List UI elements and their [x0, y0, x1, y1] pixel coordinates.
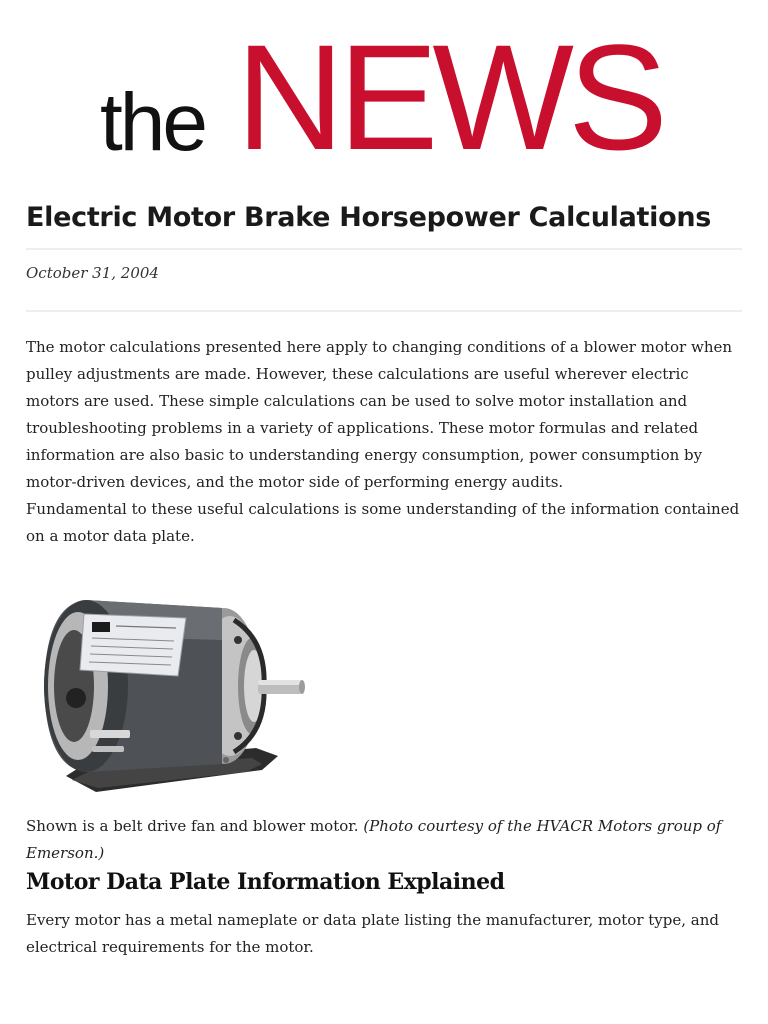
date-divider [26, 310, 742, 312]
title-divider [26, 248, 742, 250]
motor-photo [26, 580, 316, 810]
photo-caption [26, 813, 742, 867]
article-date: October 31, 2004 [26, 264, 159, 282]
logo-the: the [100, 77, 205, 168]
caption-text: Shown is a belt drive fan and blower motor. [26, 817, 364, 835]
paragraph-fundamental: Fundamental to these useful calculations is some understanding of the information contained on a motor data plate. [26, 500, 740, 545]
paragraph-nameplate: Every motor has a metal nameplate or data plate listing the manufacturer, motor type, and electrical requirements for the motor. [26, 911, 720, 956]
caption-credit: (Photo courtesy of the HVACR Motors group of Emerson.) [26, 817, 722, 862]
article-title: Electric Motor Brake Horsepower Calculations [26, 202, 712, 233]
section-heading: Motor Data Plate Information Explained [26, 869, 505, 895]
paragraph-intro: The motor calculations presented here apply to changing conditions of a blower motor when pulley adjustments are made. However, these calculations are useful wherever electric motors are used. These simple calculations can be used to solve motor installation and troubleshooting problems in a variety of applications. These motor formulas and related information are also basic to understanding energy consumption, power consumption by motor-driven devices, and the motor side of performing energy audits. [26, 338, 733, 491]
logo-news: NEWS [236, 13, 662, 181]
masthead [0, 0, 768, 180]
